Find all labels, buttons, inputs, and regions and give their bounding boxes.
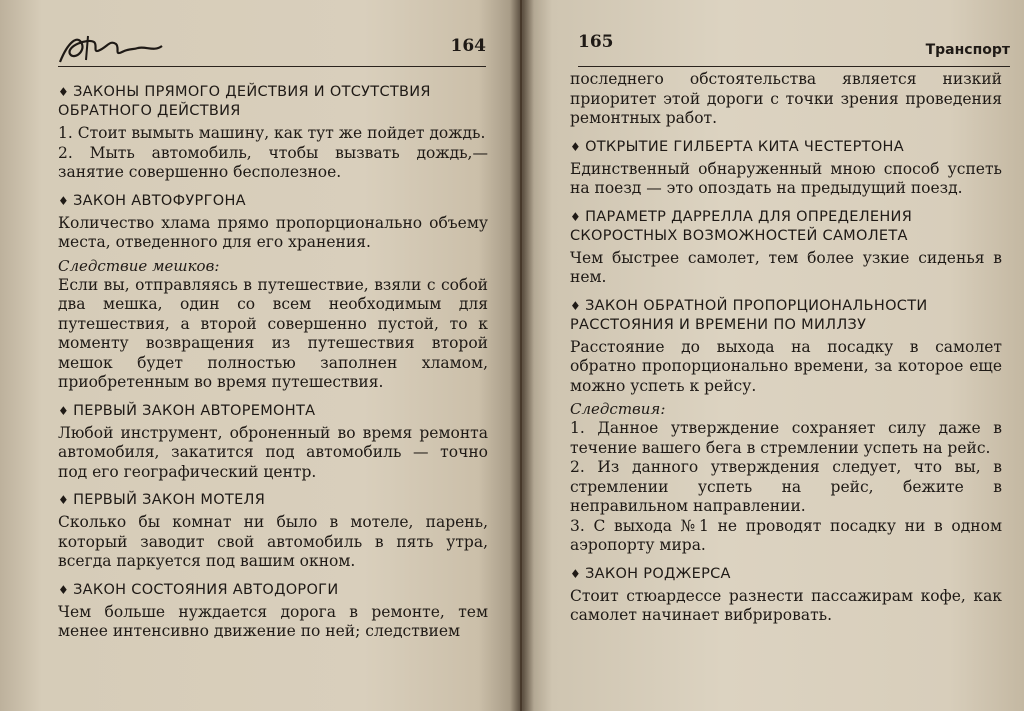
paragraph: Расстояние до выхода на посадку в самолет обратно пропорционально времени, за которое еще можно успеть к рейсу. bbox=[570, 337, 1002, 395]
corollary-label: Следствие мешков: bbox=[58, 256, 220, 275]
section-road-law bbox=[58, 581, 488, 642]
running-title: Транспорт bbox=[925, 42, 1010, 58]
paragraph: Любой инструмент, оброненный во время ремонта автомобиля, закатится под автомобиль — точно под его географический центр. bbox=[58, 423, 488, 481]
section-law-of-washing bbox=[58, 83, 488, 183]
section-millz bbox=[570, 297, 1002, 556]
right-page-content bbox=[570, 70, 1002, 626]
paragraph: Если вы, отправляясь в путешествие, взяли с собой два мешка, один со всем необходимым для путешествия, а второй совершенно пустой, то к моменту возвращения из путешествия второй мешок будет полностью заполнен хламом, приобретенным во время путешествия. bbox=[58, 275, 488, 391]
section-motel-law bbox=[58, 491, 488, 572]
diamond-bullet-icon: ♦ bbox=[570, 209, 582, 224]
diamond-bullet-icon: ♦ bbox=[570, 298, 582, 313]
paragraph: Чем быстрее самолет, тем более узкие сиденья в нем. bbox=[570, 248, 1002, 286]
diamond-bullet-icon: ♦ bbox=[58, 193, 70, 208]
page-number: 164 bbox=[450, 36, 486, 56]
paragraph: Стоит стюардессе разнести пассажирам кофе, как самолет начинает вибрировать. bbox=[570, 586, 1002, 624]
section-chesterton bbox=[570, 138, 1002, 199]
section-heading: ♦ ЗАКОН РОДЖЕРСА bbox=[570, 565, 731, 582]
paragraph: 1. Данное утверждение сохраняет силу даже в течение вашего бега в стремлении успеть на рейс. bbox=[570, 419, 1002, 457]
section-rogers bbox=[570, 565, 1002, 626]
page-number: 165 bbox=[578, 32, 614, 52]
paragraph: 3. С выхода №1 не проводят посадку ни в одном аэропорту мира. bbox=[570, 516, 1002, 554]
left-page-content bbox=[58, 74, 488, 642]
book-gutter bbox=[510, 0, 534, 711]
diamond-bullet-icon: ♦ bbox=[58, 85, 70, 99]
section-heading: ♦ ЗАКОН ОБРАТНОЙ ПРОПОРЦИОНАЛЬНОСТИ РАССТОЯНИЯ И ВРЕМЕНИ ПО МИЛЛЗУ bbox=[570, 297, 928, 333]
section-van-law bbox=[58, 192, 488, 393]
section-heading: ♦ ОТКРЫТИЕ ГИЛБЕРТА КИТА ЧЕСТЕРТОНА bbox=[570, 138, 904, 155]
diamond-bullet-icon: ♦ bbox=[570, 566, 582, 581]
right-page-header bbox=[578, 28, 1010, 67]
paragraph: 1. Стоит вымыть машину, как тут же пойдет дождь. bbox=[58, 124, 486, 142]
section-heading: ♦ ЗАКОН СОСТОЯНИЯ АВТОДОРОГИ bbox=[58, 581, 339, 598]
paragraph: Количество хлама прямо пропорционально объему места, отведенного для его хранения. bbox=[58, 213, 488, 251]
diamond-bullet-icon: ♦ bbox=[58, 403, 70, 418]
left-page-header bbox=[58, 28, 486, 67]
diamond-bullet-icon: ♦ bbox=[570, 139, 582, 154]
paragraph: Чем больше нуждается дорога в ремонте, тем менее интенсивно движение по ней; следствием bbox=[58, 602, 488, 640]
paragraph: Сколько бы комнат ни было в мотеле, парень, который заводит свой автомобиль в пять утра, всегда паркуется под вашим окном. bbox=[58, 513, 488, 570]
corollary-label: Следствия: bbox=[570, 400, 666, 418]
diamond-bullet-icon: ♦ bbox=[58, 493, 70, 507]
section-darrell bbox=[570, 208, 1002, 288]
section-heading: ♦ ПЕРВЫЙ ЗАКОН МОТЕЛЯ bbox=[58, 492, 266, 508]
paragraph: Единственный обнаруженный мною способ успеть на поезд — это опоздать на предыдущий поезд. bbox=[570, 159, 1002, 197]
paragraph: последнего обстоятельства является низкий приоритет этой дороги с точки зрения проведения ремонтных работ. bbox=[570, 70, 1002, 127]
section-heading: ♦ ЗАКОН АВТОФУРГОНА bbox=[58, 192, 246, 209]
section-heading: ♦ ЗАКОНЫ ПРЯМОГО ДЕЙСТВИЯ И ОТСУТСТВИЯ ОБРАТНОГО ДЕЙСТВИЯ bbox=[58, 84, 431, 119]
paragraph: 2. Из данного утверждения следует, что вы, в стремлении успеть на рейс, бежите в неправильном направлении. bbox=[570, 458, 1002, 515]
section-heading: ♦ ПЕРВЫЙ ЗАКОН АВТОРЕМОНТА bbox=[58, 402, 316, 419]
right-page bbox=[522, 0, 1024, 711]
paragraph: 2. Мыть автомобиль, чтобы вызвать дождь,— занятие совершенно бесполезное. bbox=[58, 143, 488, 181]
section-car-repair-law bbox=[58, 402, 488, 483]
diamond-bullet-icon: ♦ bbox=[58, 582, 70, 597]
flourish-ornament-icon bbox=[58, 32, 168, 66]
section-heading: ♦ ПАРАМЕТР ДАРРЕЛЛА ДЛЯ ОПРЕДЕЛЕНИЯ СКОРОСТНЫХ ВОЗМОЖНОСТЕЙ САМОЛЕТА bbox=[570, 208, 913, 244]
